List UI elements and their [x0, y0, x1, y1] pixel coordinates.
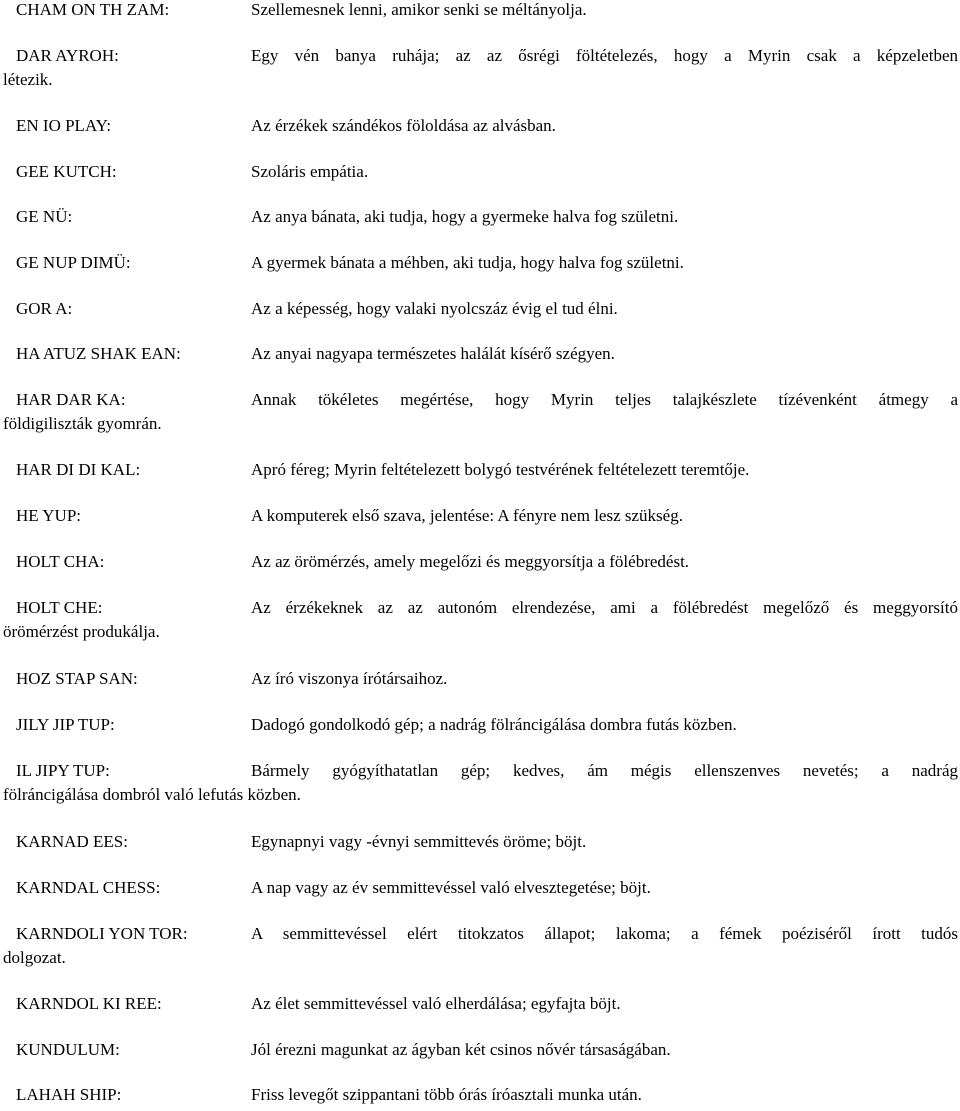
- glossary-entry: [0, 458, 960, 482]
- glossary-entry: [0, 667, 960, 691]
- entry-term: GE NÜ:: [16, 207, 73, 226]
- entry-term: HOLT CHE:: [16, 598, 103, 617]
- entry-term: HOLT CHA:: [16, 552, 105, 571]
- entry-definition: A semmittevéssel elért titokzatos állapot; lakoma; a fémek poéziséről írott tudós: [251, 924, 958, 943]
- glossary-entry: [0, 160, 960, 184]
- entry-definition: Az az örömérzés, amely megelőzi és meggyorsítja a fölébredést.: [251, 552, 690, 571]
- entry-definition-continuation: létezik.: [3, 70, 53, 89]
- glossary-entry: [0, 297, 960, 321]
- entry-definition: Az érzékek szándékos föloldása az alvásban.: [251, 116, 556, 135]
- glossary-entry: [0, 114, 960, 138]
- glossary-entry: [0, 992, 960, 1016]
- glossary-entry: [0, 251, 960, 275]
- entry-term: HOZ STAP SAN:: [16, 669, 138, 688]
- entry-term: DAR AYROH:: [16, 46, 119, 65]
- entry-definition: Az a képesség, hogy valaki nyolcszáz évig el tud élni.: [251, 299, 618, 318]
- glossary-entry: [0, 759, 960, 804]
- entry-term: KARNDAL CHESS:: [16, 878, 161, 897]
- glossary-entry: [0, 1083, 960, 1107]
- glossary-entry: [0, 550, 960, 574]
- glossary-entry: [0, 44, 960, 89]
- entry-definition: Egynapnyi vagy -évnyi semmittevés öröme; böjt.: [251, 832, 587, 851]
- glossary-entry: [0, 205, 960, 229]
- glossary-entry: [0, 876, 960, 900]
- entry-definition: Annak tökéletes megértése, hogy Myrin teljes talajkészlete tízévenként átmegy a: [251, 390, 958, 409]
- entry-term: HAR DI DI KAL:: [16, 460, 141, 479]
- entry-term: IL JIPY TUP:: [16, 761, 110, 780]
- entry-term: HAR DAR KA:: [16, 390, 126, 409]
- entry-definition: Az anya bánata, aki tudja, hogy a gyermeke halva fog születni.: [251, 207, 679, 226]
- entry-term: EN IO PLAY:: [16, 116, 112, 135]
- entry-term: KARNDOLI YON TOR:: [16, 924, 188, 943]
- entry-definition: Egy vén banya ruhája; az az ősrégi föltételezés, hogy a Myrin csak a képzeletben: [251, 46, 958, 65]
- entry-definition: Az érzékeknek az az autonóm elrendezése, ami a fölébredést megelőző és meggyorsító: [251, 598, 958, 617]
- glossary-entry: [0, 596, 960, 641]
- glossary-entry: [0, 388, 960, 433]
- glossary-entry: [0, 830, 960, 854]
- glossary-entry: [0, 713, 960, 737]
- entry-definition-continuation: földigiliszták gyomrán.: [3, 414, 162, 433]
- entry-definition: Az anyai nagyapa természetes halálát kísérő szégyen.: [251, 344, 615, 363]
- entry-term: GE NUP DIMÜ:: [16, 253, 131, 272]
- entry-term: LAHAH SHIP:: [16, 1085, 122, 1104]
- entry-term: GEE KUTCH:: [16, 162, 117, 181]
- entry-term: HA ATUZ SHAK EAN:: [16, 344, 181, 363]
- entry-term: KARNAD EES:: [16, 832, 128, 851]
- glossary-entry: [0, 1038, 960, 1062]
- entry-definition: Friss levegőt szippantani több órás íróasztali munka után.: [251, 1085, 642, 1104]
- entry-term: JILY JIP TUP:: [16, 715, 115, 734]
- entry-definition-continuation: örömérzést produkálja.: [3, 622, 160, 641]
- entry-term: CHAM ON TH ZAM:: [16, 0, 170, 19]
- entry-definition-continuation: dolgozat.: [3, 948, 66, 967]
- entry-definition: Az író viszonya írótársaihoz.: [251, 669, 448, 688]
- entry-definition: Apró féreg; Myrin feltételezett bolygó testvérének feltételezett teremtője.: [251, 460, 750, 479]
- entry-definition: Az élet semmittevéssel való elherdálása; egyfajta böjt.: [251, 994, 621, 1013]
- entry-term: HE YUP:: [16, 506, 82, 525]
- entry-definition: Szoláris empátia.: [251, 162, 369, 181]
- entry-term: KUNDULUM:: [16, 1040, 120, 1059]
- entry-definition: A nap vagy az év semmittevéssel való elvesztegetése; böjt.: [251, 878, 651, 897]
- entry-definition: Bármely gyógyíthatatlan gép; kedves, ám mégis ellenszenves nevetés; a nadrág: [251, 761, 958, 780]
- entry-term: GOR A:: [16, 299, 73, 318]
- glossary-entry: [0, 342, 960, 366]
- entry-definition: Jól érezni magunkat az ágyban két csinos nővér társaságában.: [251, 1040, 671, 1059]
- entry-definition: A gyermek bánata a méhben, aki tudja, hogy halva fog születni.: [251, 253, 684, 272]
- entry-definition: A komputerek első szava, jelentése: A fényre nem lesz szükség.: [251, 506, 683, 525]
- glossary-entry: [0, 922, 960, 967]
- glossary-entry: [0, 0, 960, 22]
- entry-definition-continuation: fölráncigálása dombról való lefutás közben.: [3, 785, 301, 804]
- entry-definition: Dadogó gondolkodó gép; a nadrág fölráncigálása dombra futás közben.: [251, 715, 737, 734]
- glossary-entry: [0, 504, 960, 528]
- entry-definition: Szellemesnek lenni, amikor senki se méltányolja.: [251, 0, 587, 19]
- entry-term: KARNDOL KI REE:: [16, 994, 162, 1013]
